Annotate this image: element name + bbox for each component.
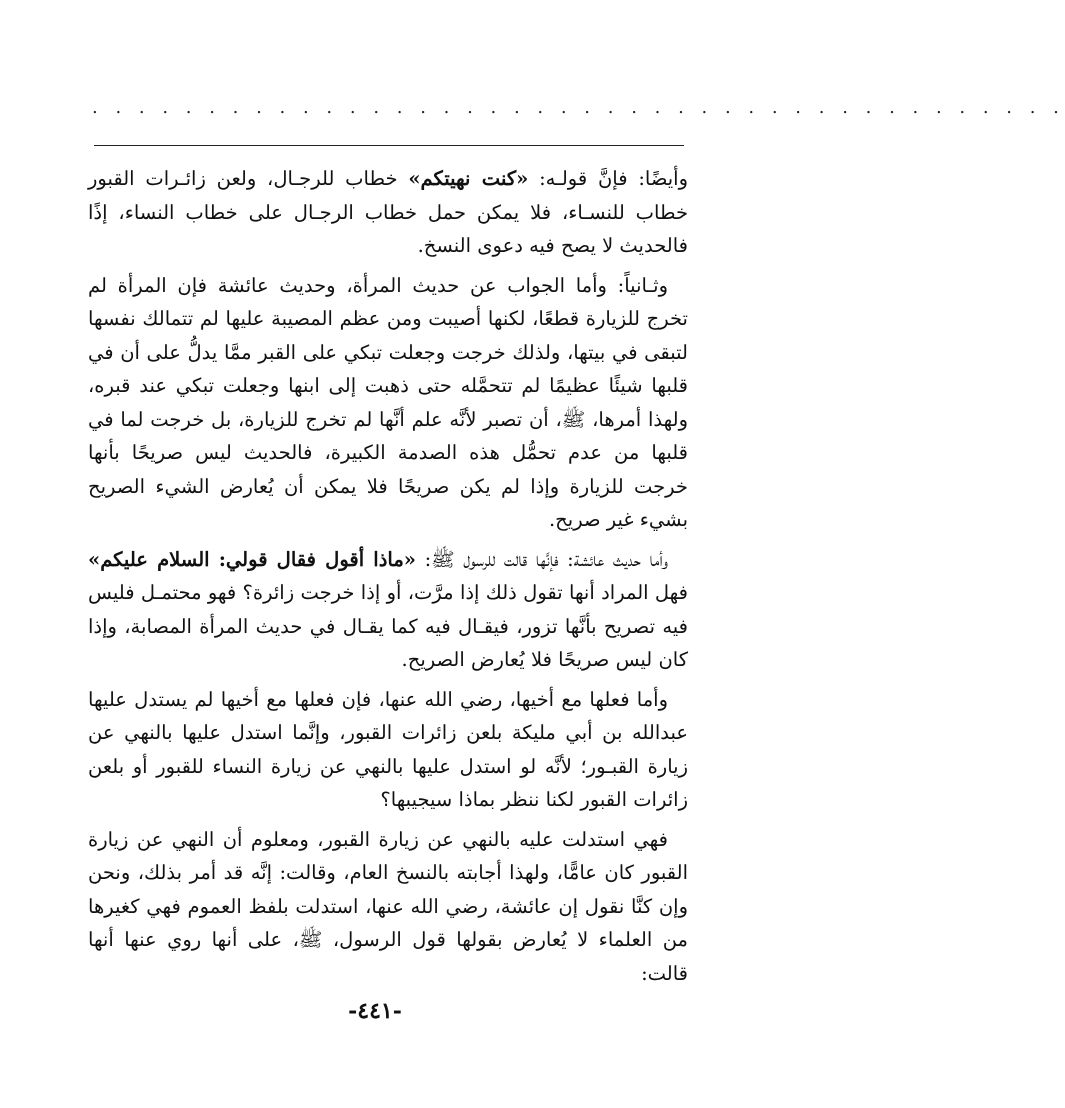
paragraph-5 bbox=[88, 823, 688, 991]
page-number: -٤٤١- bbox=[348, 998, 402, 1024]
paragraph-4-text: وأما فعلها مع أخيها، رضي الله عنها، فإن فعلها مع أخيها لم يستدل عليها عبدالله بن أبي مليكة بلعن زائرات القبور، وإنَّما استدل عليها بالنهي عن زيارة القبـور؛ لأنَّه لو استدل عليها بالنهي عن زيارة النساء للقبور أو بلعن زائرات القبور لكنا ننظر بماذا سيجيبها؟ bbox=[88, 687, 688, 811]
paragraph-3-pre: وأما حديث عائشة: فإنَّها قالت للرسول ﷺ: bbox=[415, 547, 668, 571]
paragraph-3-quote: «ماذا أقول فقال قولي: السلام عليكم» bbox=[88, 547, 416, 571]
paragraph-5-text: فهي استدلت عليه بالنهي عن زيارة القبور، ومعلوم أن النهي عن زيارة القبور كان عامًّا، ولهذا أجابته بالنسخ العام، وقالت: إنَّه قد أمر بذلك، ونحن وإن كنَّا نقول إن عائشة، رضي الله عنها، استدلت بلفظ العموم فهي كغيرها من العلماء لا يُعارض بقولها قول الرسول، ﷺ، على أنها روي عنها أنها قالت: bbox=[88, 827, 688, 985]
header-dotted-line: . . . . . . . . . . . . . . . . . . . . . . . . . . . . . . . . . . . . . . . . . . bbox=[92, 97, 1065, 118]
paragraph-4 bbox=[88, 683, 688, 817]
paragraph-1 bbox=[88, 162, 688, 263]
paragraph-1-quote: «كنت نهيتكم» bbox=[408, 167, 529, 190]
paragraph-1-pre: وأيضًا: فإنَّ قولـه: bbox=[528, 167, 688, 190]
body-text bbox=[88, 162, 688, 996]
paragraph-3 bbox=[88, 543, 688, 677]
paragraph-3-post: فهل المراد أنها تقول ذلك إذا مرَّت، أو إذا خرجت زائرة؟ فهو محتمـل فليس فيه تصريح بأنَّها تزور، فيقـال فيه كما يقـال في حديث المرأة المصابة، وإذا كان ليس صريحًا فلا يُعارض الصريح. bbox=[88, 581, 688, 671]
paragraph-1-post: خطاب للرجـال، ولعن زائـرات القبور خطاب للنسـاء، فلا يمكن حمل خطاب الرجـال على خطاب النساء، إذًا فالحديث لا يصح فيه دعوى النسخ. bbox=[88, 167, 688, 257]
paragraph-2 bbox=[88, 269, 688, 537]
header-rule bbox=[94, 145, 684, 146]
paragraph-2-text: وثـانياً: وأما الجواب عن حديث المرأة، وحديث عائشة فإن المرأة لم تخرج للزيارة قطعًا، لكنها أصيبت ومن عظم المصيبة عليها لم تتمالك نفسها لتبقى في بيتها، ولذلك خرجت وجعلت تبكي على القبر ممَّا يدلُّ على أن في قلبها شيئًا عظيمًا لم تتحمَّله حتى ذهبت إلى ابنها وجعلت تبكي عند قبره، ولهذا أمرها، ﷺ، أن تصبر لأنَّه علم أنَّها لم تخرج للزيارة، بل خرجت لما في قلبها من عدم تحمُّل هذه الصدمة الكبيرة، فالحديث ليس صريحًا بأنها خرجت للزيارة وإذا لم يكن صريحًا فلا يمكن أن يُعارض الشيء الصريح بشيء غير صريح. bbox=[88, 273, 688, 531]
